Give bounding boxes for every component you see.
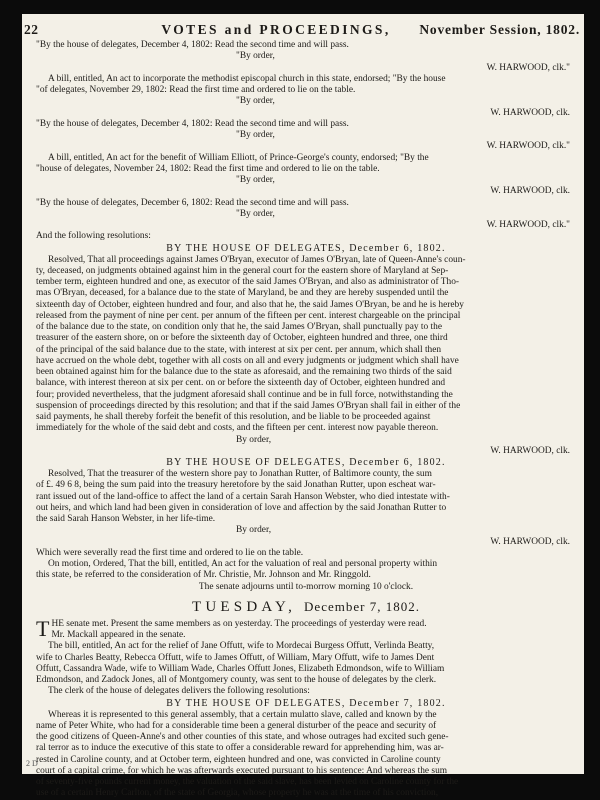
line-text: immediately for the whole of the said debt and costs, and the fifteen per cent. interest now payable thereon. <box>36 423 439 434</box>
day-name: TUESDAY, <box>192 598 297 615</box>
line-text: Whereas it is represented to this general assembly, that a certain mulatto slave, called and known by the <box>48 709 437 720</box>
drop-cap: T <box>36 615 50 641</box>
line-text: the good citizens of Queen-Anne's and other counties of this state, and whose outrages had excited such gene- <box>36 732 449 742</box>
line-text: released from the payment of nine per cent. per annum of the fifteen per cent. interest chargeable on the principal <box>36 310 461 321</box>
resolution-heading <box>36 698 576 710</box>
line-text: "By order, <box>236 175 275 185</box>
text-line <box>36 686 576 697</box>
line-text: use of a certain Henry Carlton, of the state of Georgia, whose property he was at the time of his conviction, <box>36 788 439 799</box>
line-text: mas O'Bryan, deceased, for a balance due to the state of Maryland, be and they are hereby suspended until the <box>36 288 449 299</box>
line-text: The senate adjourns until to-morrow morning 10 o'clock. <box>198 581 414 592</box>
line-text: "house of delegates, November 24, 1802: Read the first time and ordered to lie on the table. <box>36 163 380 174</box>
line-text: balance, with interest thereon at six per cent. on or before the sixteenth day of October, eighteen hundred and <box>36 378 446 389</box>
resolution-heading <box>36 457 576 469</box>
text-line <box>36 390 576 401</box>
line-text: W. HARWOOD, clk. <box>490 536 570 547</box>
text-line <box>36 777 576 788</box>
line-text: Which were severally read the first time and ordered to lie on the table. <box>36 547 304 558</box>
line-text: And the following resolutions: <box>36 231 151 242</box>
running-head <box>24 22 580 40</box>
line-text: name of Peter White, who had for a considerable time been a general disturber of the peace and security of <box>36 720 437 731</box>
text-line <box>36 559 576 570</box>
text-line <box>36 63 576 74</box>
line-text: HE senate met. Present the same members as on yesterday. The proceedings of yesterday were read. <box>51 618 427 629</box>
line-text: treasurer of the eastern shore, on or before the sixteenth day of October, eighteen hundred and three, one third <box>36 333 448 344</box>
text-line <box>36 300 576 311</box>
printer-signature-mark: 2 D <box>26 759 38 768</box>
text-line <box>36 141 576 152</box>
text-line <box>36 175 576 186</box>
line-text: By order, <box>236 525 272 536</box>
line-text: The clerk of the house of delegates delivers the following resolutions: <box>48 686 310 697</box>
line-text: A bill, entitled, An act for the benefit of William Elliott, of Prince-George's county, endorsed; "By the <box>48 152 429 163</box>
running-title: VOTES and PROCEEDINGS, <box>161 22 391 37</box>
text-line <box>36 401 576 412</box>
text-line <box>36 209 576 220</box>
proceedings-block-2 <box>36 615 576 800</box>
text-line <box>36 732 576 743</box>
text-line <box>36 582 576 593</box>
line-text: court of a capital crime, for which he was afterwards executed pursuant to his sentence: And whereas the sum <box>36 765 448 776</box>
text-line <box>36 537 576 548</box>
line-text: of seventy-five pounds current money, the valuation of the said slave, has been levied on Caroline county for the <box>36 777 459 787</box>
line-text: wife to Charles Beatty, Rebecca Offutt, wife to James Offutt, of William, Mary Offutt, wife to James Dent <box>36 652 435 663</box>
day-heading <box>36 596 576 618</box>
text-line <box>36 311 576 322</box>
text-line <box>36 96 576 107</box>
text-line <box>36 788 576 799</box>
text-line <box>36 108 576 119</box>
text-line <box>36 119 576 130</box>
line-text: "By order, <box>236 51 275 62</box>
text-line <box>36 766 576 777</box>
text-line <box>36 322 576 333</box>
line-text: On motion, Ordered, That the bill, entitled, An act for the valuation of real and personal property within <box>48 559 438 569</box>
line-text: this state, be referred to the consideration of Mr. Christie, Mr. Johnson and Mr. Ringgold. <box>36 570 371 581</box>
line-text: W. HARWOOD, clk." <box>486 220 570 230</box>
text-line <box>36 356 576 367</box>
line-text: four; provided nevertheless, that the judgment aforesaid shall continue and be in full force, notwithstanding the <box>36 389 453 400</box>
proceedings-block-1 <box>36 40 576 593</box>
line-text: W. HARWOOD, clk. <box>490 186 570 197</box>
line-text: the said Sarah Hanson Webster, in her life-time. <box>36 514 216 524</box>
text-line <box>36 153 576 164</box>
line-text: rant issued out of the land-office to affect the land of a certain Sarah Hanson Webster, who died intestate with- <box>36 491 450 502</box>
line-text: been obtained against him for the balance due to the state as aforesaid, and the remaining two thirds of the said <box>36 367 452 377</box>
text-line <box>36 755 576 766</box>
line-text: The bill, entitled, An act for the relief of Jane Offutt, wife to Mordecai Burgess Offutt, Verlinda Beatty, <box>48 641 435 652</box>
text-line <box>36 288 576 299</box>
text-line <box>36 378 576 389</box>
day-date: December 7, 1802. <box>304 598 420 614</box>
text-line <box>36 664 576 675</box>
line-text: "By the house of delegates, December 4, 1802: Read the second time and will pass. <box>36 40 349 50</box>
text-line <box>36 220 576 231</box>
text-line <box>36 333 576 344</box>
text-line <box>36 570 576 581</box>
line-text: Edmondson, and Zadock Jones, all of Montgomery county, was sent to the house of delegates by the clerk. <box>36 675 437 685</box>
text-line <box>36 198 576 209</box>
line-text: W. HARWOOD, clk." <box>486 62 570 73</box>
line-text: "By order, <box>236 208 275 219</box>
line-text: W. HARWOOD, clk." <box>486 141 570 152</box>
line-text: ral terror as to induce the executive of this state to offer a considerable reward for apprehending him, was ar- <box>36 743 444 754</box>
text-line <box>36 743 576 754</box>
line-text: tember term, eighteen hundred and one, as executor of the said James O'Bryan, and also as administrator of Tho- <box>36 277 460 287</box>
text-line <box>36 423 576 434</box>
page-number: 22 <box>24 22 39 37</box>
text-line <box>36 630 576 641</box>
text-line <box>36 503 576 514</box>
text-line <box>36 675 576 686</box>
document-page <box>22 14 584 799</box>
text-line <box>36 525 576 536</box>
text-line <box>36 710 576 721</box>
line-text: of the balance due to the state, on condition only that he, the said James O'Bryan, shall punctually pay to the <box>36 322 443 332</box>
line-text: "By order, <box>236 96 275 107</box>
line-text: "By order, <box>236 130 275 140</box>
text-line <box>36 412 576 423</box>
line-text: Offutt, Cassandra Wade, wife to William Wade, Charles Offutt Jones, Elizabeth Edmondson, wife to William <box>36 663 445 674</box>
text-line <box>36 255 576 266</box>
line-text: rested in Caroline county, and at October term, eighteen hundred and one, was convicted in Caroline county <box>36 754 441 765</box>
text-line <box>36 231 576 242</box>
text-line <box>36 40 576 51</box>
text-line <box>36 653 576 664</box>
text-line <box>36 548 576 559</box>
text-line <box>36 721 576 732</box>
resolution-heading <box>36 243 576 255</box>
text-line <box>36 492 576 503</box>
text-line <box>36 266 576 277</box>
text-line <box>36 435 576 446</box>
text-line <box>36 345 576 356</box>
text-line <box>36 164 576 175</box>
text-line <box>36 74 576 85</box>
text-line <box>36 367 576 378</box>
text-line <box>36 85 576 96</box>
text-line <box>36 186 576 197</box>
text-line <box>36 480 576 491</box>
page-body <box>36 40 576 800</box>
line-text: W. HARWOOD, clk. <box>490 107 570 118</box>
line-text: A bill, entitled, An act to incorporate the methodist episcopal church in this state, endorsed; "By the house <box>48 73 446 84</box>
line-text: "By the house of delegates, December 6, 1802: Read the second time and will pass. <box>36 197 349 208</box>
line-text: "of delegates, November 29, 1802: Read the first time and ordered to lie on the table. <box>36 85 356 95</box>
line-text: ty, deceased, on judgments obtained against him in the general court for the eastern shore of Maryland at Sep- <box>36 265 449 276</box>
text-line <box>36 446 576 457</box>
text-line <box>36 469 576 480</box>
line-text: of £. 49 6 8, being the sum paid into the treasury heretofore by the said Jonathan Rutter, upon escheat war- <box>36 480 436 491</box>
text-line <box>36 277 576 288</box>
line-text: out heirs, and which land had been given in consideration of love and affection by the said Jonathan Rutter to <box>36 502 447 513</box>
text-line <box>36 514 576 525</box>
text-line <box>36 641 576 652</box>
text-line <box>36 130 576 141</box>
line-text: suspension of proceedings directed by this resolution; and that if the said James O'Bryan shall fail in either of the <box>36 400 461 411</box>
line-text: BY THE HOUSE OF DELEGATES, December 7, 1802. <box>166 697 446 709</box>
line-text: Resolved, That the treasurer of the western shore pay to Jonathan Rutter, of Baltimore county, the sum <box>48 469 432 479</box>
line-text: BY THE HOUSE OF DELEGATES, December 6, 1802. <box>166 242 446 254</box>
session-label: November Session, 1802. <box>419 22 580 37</box>
line-text: have accrued on the whole debt, together with all costs on all and every judgments or judgment which shall have <box>36 355 459 366</box>
line-text: Resolved, That all proceedings against James O'Bryan, executor of James O'Bryan, late of Queen-Anne's coun- <box>48 254 466 265</box>
line-text: "By the house of delegates, December 4, 1802: Read the second time and will pass. <box>36 118 349 129</box>
line-text: BY THE HOUSE OF DELEGATES, December 6, 1802. <box>166 457 446 468</box>
text-line <box>36 51 576 62</box>
line-text: said payments, he shall thereby forfeit the benefit of this resolution, and be liable to be proceeded against <box>36 412 431 422</box>
line-text: W. HARWOOD, clk. <box>490 445 570 456</box>
line-text: sixteenth day of October, eighteen hundred and four, and also that he, the said James O'Bryan, be and he is hereby <box>36 299 464 310</box>
line-text: of the principal of the said balance due to the state, with interest at six per cent. per annum, which shall then <box>36 344 442 355</box>
line-text: By order, <box>236 434 272 445</box>
line-text: Mr. Mackall appeared in the senate. <box>51 630 186 640</box>
